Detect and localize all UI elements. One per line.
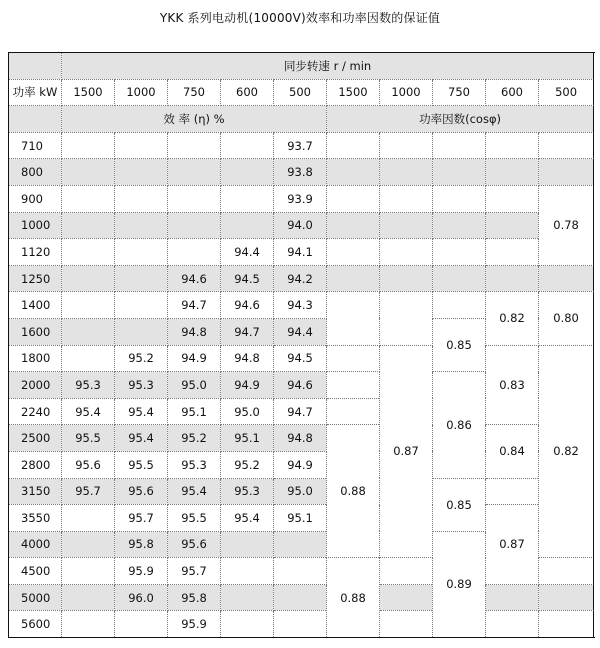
eff-cell: 95.8 xyxy=(115,531,168,558)
eff-cell: 94.8 xyxy=(168,318,221,345)
pf-cell xyxy=(486,265,539,292)
eff-cell: 95.9 xyxy=(115,558,168,585)
pf-cell xyxy=(327,239,380,266)
pf-cell: 0.84 xyxy=(486,425,539,478)
pf-cell xyxy=(486,132,539,159)
eff-cell xyxy=(168,185,221,212)
eff-cell: 95.4 xyxy=(168,478,221,505)
pf-cell: 0.87 xyxy=(486,505,539,585)
power-cell: 1400 xyxy=(9,292,62,319)
power-cell: 2240 xyxy=(9,398,62,425)
pf-cell: 0.83 xyxy=(486,345,539,425)
eff-cell xyxy=(62,318,115,345)
pf-cell xyxy=(486,239,539,266)
eff-cell xyxy=(62,558,115,585)
pf-cell: 0.78 xyxy=(539,185,594,265)
pf-cell xyxy=(486,584,539,611)
pf-cell xyxy=(380,558,433,585)
eff-cell xyxy=(115,132,168,159)
pf-cell xyxy=(327,159,380,186)
pf-speed-col-500: 500 xyxy=(539,79,594,106)
pf-cell: 0.89 xyxy=(433,531,486,637)
eff-cell xyxy=(221,531,274,558)
eff-cell: 94.7 xyxy=(168,292,221,319)
eff-cell xyxy=(274,531,327,558)
eff-cell xyxy=(221,185,274,212)
section-corner xyxy=(9,106,62,133)
eff-cell: 95.5 xyxy=(168,505,221,532)
pf-cell xyxy=(539,584,594,611)
pf-cell xyxy=(327,372,380,399)
power-cell: 1000 xyxy=(9,212,62,239)
eff-cell xyxy=(62,265,115,292)
power-cell: 800 xyxy=(9,159,62,186)
table-row xyxy=(9,265,594,292)
eff-cell xyxy=(274,558,327,585)
table-row xyxy=(9,185,594,212)
eff-cell xyxy=(221,132,274,159)
power-cell: 3550 xyxy=(9,505,62,532)
efficiency-power-factor-table xyxy=(8,52,594,638)
pf-cell xyxy=(539,132,594,159)
table-title: YKK 系列电动机(10000V)效率和功率因数的保证值 xyxy=(159,11,441,25)
eff-cell: 94.5 xyxy=(274,345,327,372)
eff-cell: 95.5 xyxy=(62,425,115,452)
eff-cell: 95.1 xyxy=(168,398,221,425)
eff-cell xyxy=(115,159,168,186)
header-row-speeds xyxy=(9,79,594,106)
eff-cell: 94.5 xyxy=(221,265,274,292)
eff-cell: 95.7 xyxy=(115,505,168,532)
eff-cell: 94.4 xyxy=(221,239,274,266)
pf-speed-col-1500: 1500 xyxy=(327,79,380,106)
pf-cell xyxy=(433,239,486,266)
eff-cell xyxy=(62,584,115,611)
eff-cell: 94.8 xyxy=(274,425,327,452)
eff-cell: 95.4 xyxy=(115,425,168,452)
power-cell: 1250 xyxy=(9,265,62,292)
power-cell: 5600 xyxy=(9,611,62,638)
pf-cell xyxy=(433,185,486,212)
power-cell: 3150 xyxy=(9,478,62,505)
eff-cell: 93.9 xyxy=(274,185,327,212)
speed-col-500: 500 xyxy=(274,79,327,106)
pf-cell xyxy=(380,584,433,611)
eff-cell xyxy=(115,611,168,638)
eff-cell: 95.1 xyxy=(221,425,274,452)
eff-cell: 94.9 xyxy=(274,451,327,478)
eff-cell: 95.9 xyxy=(168,611,221,638)
eff-cell: 94.6 xyxy=(274,372,327,399)
eff-cell: 94.8 xyxy=(221,345,274,372)
eff-cell xyxy=(62,212,115,239)
speed-header: 同步转速 r / min xyxy=(62,53,594,80)
eff-cell: 95.0 xyxy=(221,398,274,425)
pf-cell xyxy=(380,292,433,345)
eff-cell xyxy=(168,159,221,186)
eff-cell: 95.3 xyxy=(115,372,168,399)
eff-cell xyxy=(221,212,274,239)
eff-cell: 94.0 xyxy=(274,212,327,239)
eff-cell: 93.7 xyxy=(274,132,327,159)
eff-cell: 95.1 xyxy=(274,505,327,532)
pf-cell xyxy=(327,398,380,425)
eff-cell xyxy=(62,185,115,212)
table-row xyxy=(9,425,594,452)
eff-cell xyxy=(62,505,115,532)
eff-cell: 95.0 xyxy=(274,478,327,505)
eff-cell: 94.3 xyxy=(274,292,327,319)
eff-cell xyxy=(221,584,274,611)
eff-cell xyxy=(168,212,221,239)
table-row xyxy=(9,239,594,266)
eff-cell: 94.9 xyxy=(168,345,221,372)
pf-cell xyxy=(380,265,433,292)
eff-cell: 95.6 xyxy=(115,478,168,505)
power-cell: 5000 xyxy=(9,584,62,611)
eff-cell: 95.7 xyxy=(168,558,221,585)
pf-cell: 0.82 xyxy=(486,292,539,345)
pf-speed-col-1000: 1000 xyxy=(380,79,433,106)
pf-cell xyxy=(433,132,486,159)
eff-cell: 95.6 xyxy=(62,451,115,478)
pf-cell xyxy=(380,159,433,186)
eff-cell xyxy=(168,132,221,159)
eff-cell xyxy=(62,611,115,638)
eff-cell xyxy=(274,584,327,611)
pf-speed-col-750: 750 xyxy=(433,79,486,106)
eff-cell xyxy=(274,611,327,638)
eff-cell: 94.6 xyxy=(168,265,221,292)
pf-cell xyxy=(380,239,433,266)
eff-cell xyxy=(62,531,115,558)
speed-col-750: 750 xyxy=(168,79,221,106)
power-cell: 4000 xyxy=(9,531,62,558)
pf-cell xyxy=(433,159,486,186)
eff-cell: 95.2 xyxy=(168,425,221,452)
power-cell: 2800 xyxy=(9,451,62,478)
eff-cell: 95.3 xyxy=(168,451,221,478)
table-row xyxy=(9,584,594,611)
pf-cell: 0.85 xyxy=(433,318,486,371)
pf-cell xyxy=(433,292,486,319)
eff-cell: 94.1 xyxy=(274,239,327,266)
eff-cell xyxy=(62,159,115,186)
table-row xyxy=(9,611,594,638)
power-factor-header: 功率因数(cosφ) xyxy=(327,106,594,133)
pf-cell: 0.82 xyxy=(539,345,594,558)
eff-cell xyxy=(221,159,274,186)
eff-cell xyxy=(221,558,274,585)
pf-cell xyxy=(380,212,433,239)
pf-cell xyxy=(539,611,594,638)
eff-cell xyxy=(115,185,168,212)
eff-cell xyxy=(62,132,115,159)
power-cell: 1600 xyxy=(9,318,62,345)
eff-cell: 94.4 xyxy=(274,318,327,345)
pf-cell xyxy=(380,185,433,212)
pf-speed-col-600: 600 xyxy=(486,79,539,106)
power-header: 功率 kW xyxy=(9,79,62,106)
pf-cell xyxy=(486,611,539,638)
pf-cell: 0.88 xyxy=(327,558,380,638)
pf-cell xyxy=(539,265,594,292)
table-row xyxy=(9,345,594,372)
eff-cell: 95.6 xyxy=(168,531,221,558)
speed-col-1000: 1000 xyxy=(115,79,168,106)
pf-cell: 0.88 xyxy=(327,425,380,558)
eff-cell: 94.9 xyxy=(221,372,274,399)
speed-col-600: 600 xyxy=(221,79,274,106)
pf-cell xyxy=(433,265,486,292)
table-row xyxy=(9,212,594,239)
pf-cell xyxy=(380,611,433,638)
header-row-sections xyxy=(9,106,594,133)
eff-cell: 95.7 xyxy=(62,478,115,505)
eff-cell xyxy=(221,611,274,638)
table-row xyxy=(9,505,594,532)
eff-cell: 95.5 xyxy=(115,451,168,478)
pf-cell: 0.87 xyxy=(380,345,433,558)
eff-cell: 95.8 xyxy=(168,584,221,611)
power-cell: 710 xyxy=(9,132,62,159)
eff-cell xyxy=(115,265,168,292)
power-cell: 900 xyxy=(9,185,62,212)
header-corner xyxy=(9,53,62,80)
table-row xyxy=(9,132,594,159)
eff-cell: 95.4 xyxy=(62,398,115,425)
eff-cell: 94.7 xyxy=(221,318,274,345)
eff-cell: 93.8 xyxy=(274,159,327,186)
eff-cell: 95.4 xyxy=(221,505,274,532)
pf-cell xyxy=(539,159,594,186)
speed-col-1500: 1500 xyxy=(62,79,115,106)
pf-cell xyxy=(327,132,380,159)
power-cell: 1800 xyxy=(9,345,62,372)
eff-cell: 94.2 xyxy=(274,265,327,292)
eff-cell xyxy=(115,318,168,345)
pf-cell xyxy=(327,265,380,292)
power-cell: 1120 xyxy=(9,239,62,266)
eff-cell: 95.2 xyxy=(115,345,168,372)
pf-cell: 0.80 xyxy=(539,292,594,345)
header-row-speed xyxy=(9,53,594,80)
pf-cell xyxy=(486,185,539,212)
table-row xyxy=(9,478,594,505)
eff-cell: 95.2 xyxy=(221,451,274,478)
efficiency-header: 效 率 (η) % xyxy=(62,106,327,133)
pf-cell xyxy=(486,159,539,186)
pf-cell xyxy=(539,558,594,585)
eff-cell xyxy=(115,239,168,266)
eff-cell xyxy=(115,292,168,319)
pf-cell xyxy=(327,292,380,345)
pf-cell xyxy=(486,212,539,239)
table-row xyxy=(9,159,594,186)
eff-cell: 95.3 xyxy=(62,372,115,399)
pf-cell xyxy=(433,212,486,239)
pf-cell xyxy=(380,132,433,159)
table-row xyxy=(9,292,594,319)
pf-cell: 0.86 xyxy=(433,372,486,478)
eff-cell: 95.0 xyxy=(168,372,221,399)
pf-cell xyxy=(327,345,380,372)
power-cell: 2500 xyxy=(9,425,62,452)
eff-cell xyxy=(168,239,221,266)
eff-cell: 94.7 xyxy=(274,398,327,425)
pf-cell xyxy=(327,212,380,239)
eff-cell xyxy=(62,345,115,372)
pf-cell: 0.85 xyxy=(433,478,486,531)
eff-cell: 94.6 xyxy=(221,292,274,319)
eff-cell: 95.4 xyxy=(115,398,168,425)
power-cell: 4500 xyxy=(9,558,62,585)
eff-cell: 96.0 xyxy=(115,584,168,611)
pf-cell xyxy=(327,185,380,212)
power-cell: 2000 xyxy=(9,372,62,399)
eff-cell: 95.3 xyxy=(221,478,274,505)
eff-cell xyxy=(62,239,115,266)
eff-cell xyxy=(115,212,168,239)
eff-cell xyxy=(62,292,115,319)
